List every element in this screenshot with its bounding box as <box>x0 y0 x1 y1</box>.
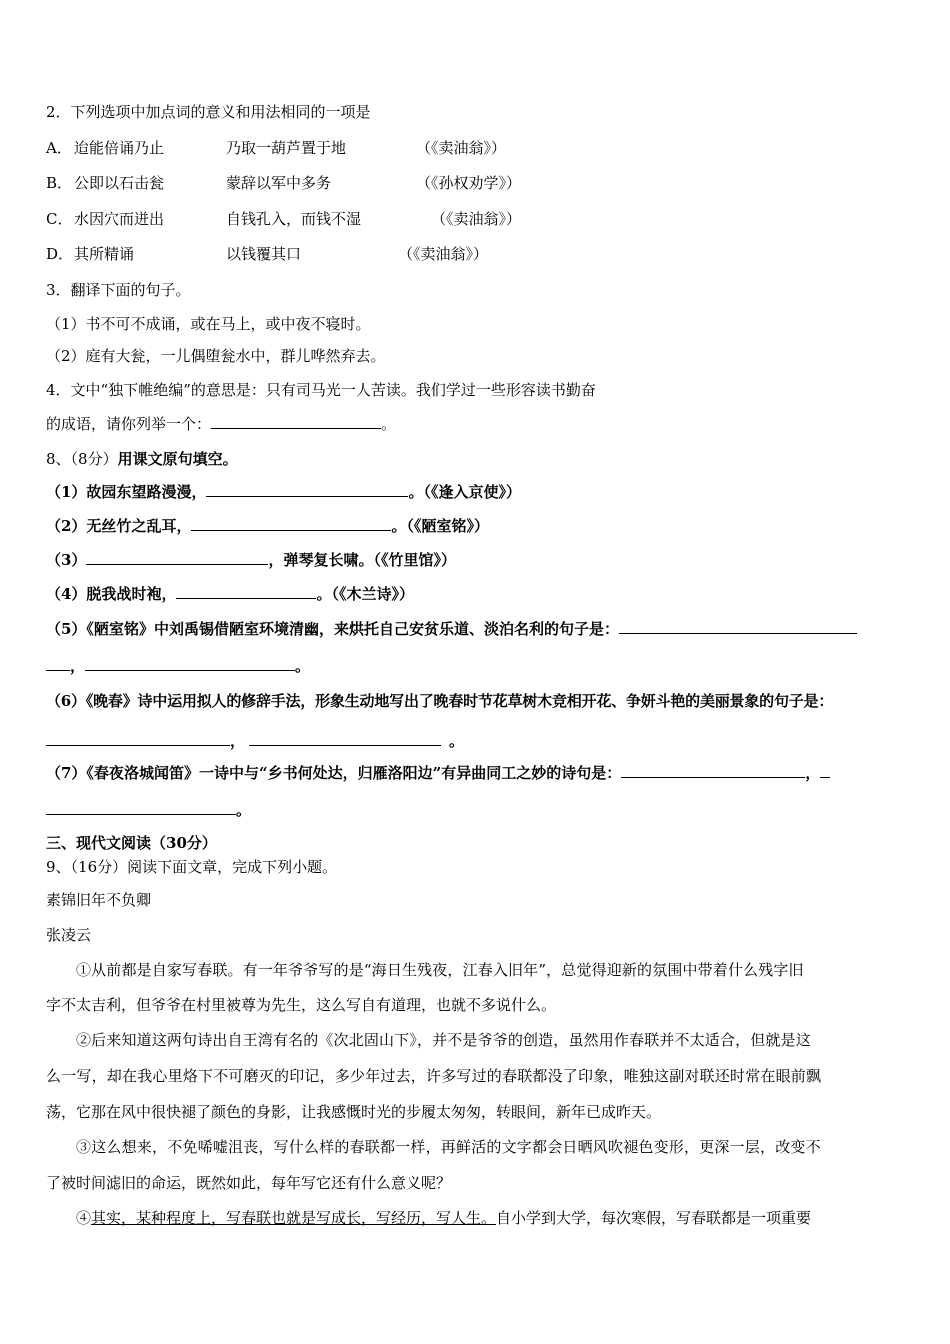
item-source: 。（《逢入京使》） <box>408 483 521 501</box>
item-text: （4）脱我战时袍， <box>46 585 177 603</box>
q8-item-2 <box>46 516 489 536</box>
answer-blank[interactable] <box>85 656 295 671</box>
paragraph-3: ③这么想来，不免唏嘘沮丧，写什么样的春联都一样，再鲜活的文字都会日晒风吹褪色变形，更深一层，改变不 <box>76 1138 821 1156</box>
q2-stem: 2．下列选项中加点词的意义和用法相同的一项是 <box>46 103 371 121</box>
item-text: （2）无丝竹之乱耳， <box>46 517 192 535</box>
answer-blank[interactable] <box>46 731 230 746</box>
answer-blank[interactable] <box>206 482 408 497</box>
item-end: 。 <box>449 732 465 750</box>
paragraph-2: ②后来知道这两句诗出自王湾有名的《次北固山下》，并不是爷爷的创造，虽然用作春联并不太适合，但就是这 <box>76 1031 811 1049</box>
item-text: （5）《陋室铭》中刘禹锡借陋室环境清幽，来烘托自己安贫乐道、淡泊名利的句子是： <box>46 620 619 638</box>
item-text: （7）《春夜洛城闻笛》一诗中与“乡书何处达，归雁洛阳边”有异曲同工之妙的诗句是： <box>46 764 622 782</box>
paragraph-number: ④ <box>76 1209 92 1227</box>
q8-item-6: （6）《晚春》诗中运用拟人的修辞手法，形象生动地写出了晚春时节花草树木竞相开花、争妍斗艳的美丽景象的句子是： <box>46 692 834 710</box>
q4-end: 。 <box>381 415 397 433</box>
q8-item-6-cont <box>46 731 464 751</box>
q8-item-5-cont <box>46 656 310 676</box>
answer-blank[interactable] <box>176 584 316 599</box>
q4-line-2 <box>46 414 396 434</box>
option-source: （《卖油翁》） <box>398 245 489 263</box>
option-text-b: 自钱孔入，而钱不湿 <box>226 210 362 228</box>
option-letter: C． <box>46 210 73 228</box>
option-letter: D． <box>46 245 74 263</box>
q3-sentence-2: （2）庭有大瓮，一儿偶堕瓮水中，群儿哗然弃去。 <box>46 347 386 365</box>
answer-blank[interactable] <box>211 414 381 429</box>
answer-blank[interactable] <box>249 731 441 746</box>
item-end: 。 <box>236 801 252 819</box>
q8-item-3 <box>46 550 456 570</box>
option-text-a: 公即以石击瓮 <box>74 174 165 192</box>
q8-item-5 <box>46 619 857 639</box>
q3-sentence-1: （1）书不可不成诵，或在马上，或中夜不寝时。 <box>46 315 371 333</box>
q8-number: 8、（8分） <box>46 450 118 468</box>
option-text-b: 蒙辞以军中多务 <box>226 174 332 192</box>
option-letter: B． <box>46 174 73 192</box>
article-author: 张凌云 <box>46 926 92 944</box>
answer-blank[interactable] <box>46 800 236 815</box>
section-title: 三、现代文阅读（30分） <box>46 834 217 852</box>
paragraph-2-cont: 么一写，却在我心里烙下不可磨灭的印记，多少年过去，许多写过的春联都没了印象，唯独这副对联还时常在眼前飘 <box>46 1067 822 1085</box>
option-text-a: 其所精诵 <box>74 245 135 263</box>
item-text: （3） <box>46 551 87 569</box>
option-text-a: 水因穴而迸出 <box>74 210 165 228</box>
q8-item-7-cont <box>46 800 251 820</box>
q8-item-4 <box>46 584 414 604</box>
paragraph-2-end: 荡，它那在风中很快褪了颜色的身影，让我感慨时光的步履太匆匆，转眼间，新年已成昨天。 <box>46 1103 662 1121</box>
q3-stem: 3．翻译下面的句子。 <box>46 281 191 299</box>
option-text-b: 乃取一葫芦置于地 <box>226 139 347 157</box>
item-end: 。 <box>295 657 311 675</box>
option-text-b: 以钱覆其口 <box>226 245 302 263</box>
answer-blank[interactable] <box>191 516 391 531</box>
underlined-sentence: 其实，某种程度上，写春联也就是写成长，写经历，写人生。 <box>91 1209 497 1227</box>
option-source: （《卖油翁》） <box>431 210 522 228</box>
item-comma: ， <box>70 657 86 675</box>
q8-item-7 <box>46 763 830 783</box>
q8-item-1 <box>46 482 521 502</box>
item-comma: ， <box>805 764 821 782</box>
answer-blank[interactable] <box>621 763 805 778</box>
item-source: ，弹琴复长啸。（《竹里馆》） <box>268 551 456 569</box>
q9-stem: 9、（16分）阅读下面文章，完成下列小题。 <box>46 858 338 876</box>
q4-prompt: 的成语，请你列举一个： <box>46 415 212 433</box>
answer-blank[interactable] <box>619 619 857 634</box>
option-source: （《卖油翁》） <box>416 139 507 157</box>
paragraph-1: ①从前都是自家写春联。有一年爷爷写的是“海日生残夜，江春入旧年”，总觉得迎新的氛围中带着什么残字旧 <box>76 961 804 979</box>
item-source: 。（《陋室铭》） <box>391 517 489 535</box>
item-source: 。（《木兰诗》） <box>316 585 414 603</box>
q8-stem <box>46 449 238 469</box>
q4-line-1: 4．文中“独下帷绝编”的意思是：只有司马光一人苦读。我们学过一些形容读书勤奋 <box>46 381 596 399</box>
paragraph-4 <box>76 1208 811 1228</box>
answer-blank[interactable] <box>820 763 830 778</box>
paragraph-3-cont: 了被时间滤旧的命运，既然如此，每年写它还有什么意义呢？ <box>46 1174 452 1192</box>
paragraph-1-cont: 字不太吉利，但爷爷在村里被尊为先生，这么写自有道理，也就不多说什么。 <box>46 996 557 1014</box>
answer-blank[interactable] <box>86 550 268 565</box>
item-comma: ， <box>230 732 246 750</box>
option-source: （《孙权劝学》） <box>416 174 522 192</box>
option-text-a: 迨能倍诵乃止 <box>74 139 165 157</box>
article-title: 素锦旧年不负卿 <box>46 891 152 909</box>
option-letter: A． <box>46 139 72 157</box>
answer-blank[interactable] <box>46 656 70 671</box>
paragraph-text: 自小学到大学，每次寒假，写春联都是一项重要 <box>496 1209 812 1227</box>
item-text: （1）故园东望路漫漫， <box>46 483 207 501</box>
q8-instruction: 用课文原句填空。 <box>117 450 238 468</box>
